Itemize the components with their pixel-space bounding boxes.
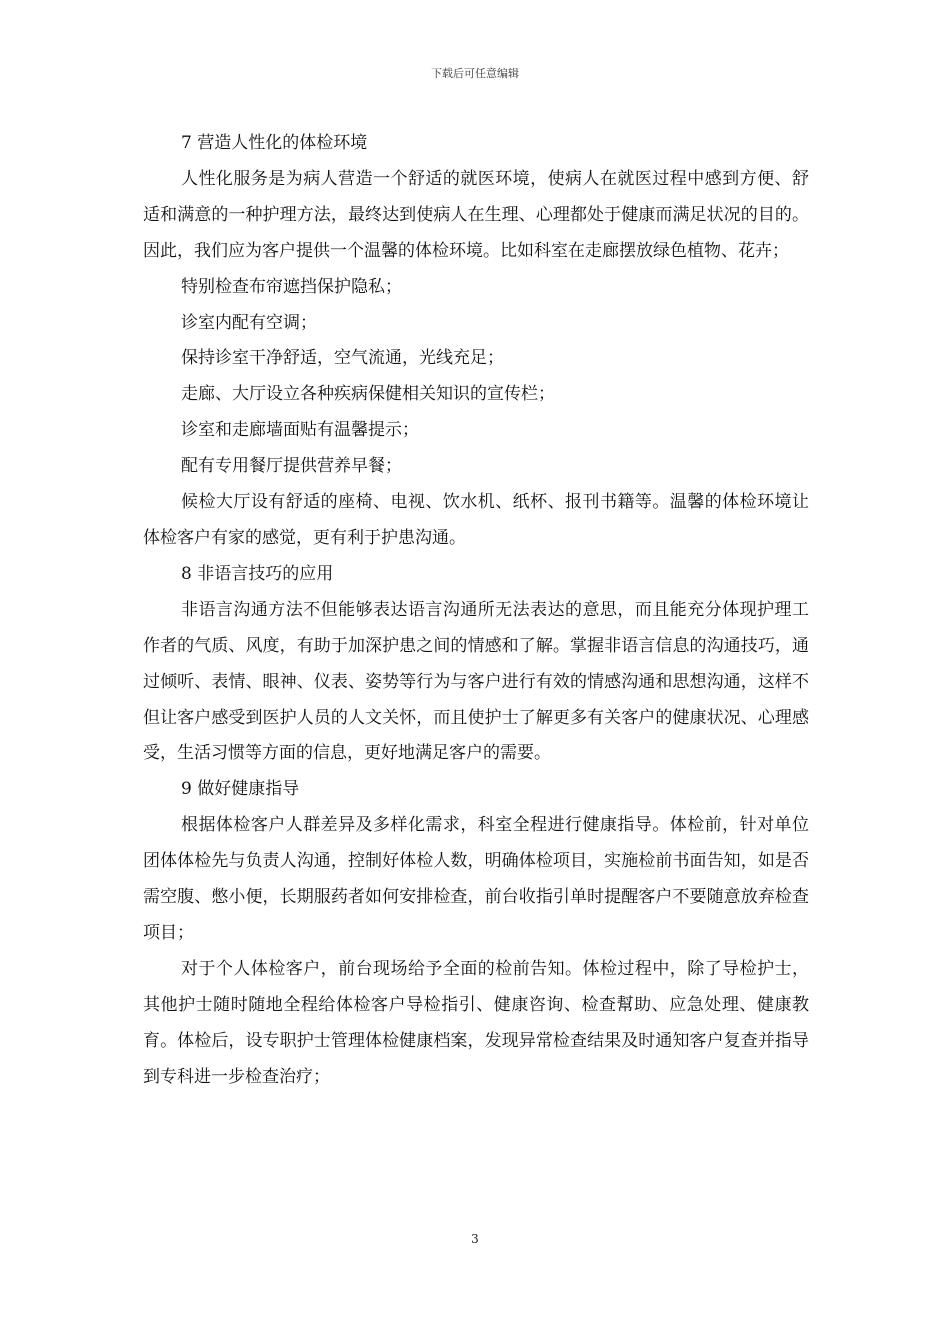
section-8-heading: 8 非语言技巧的应用 bbox=[181, 563, 334, 584]
section-7-intro-paragraph: 人性化服务是为病人营造一个舒适的就医环境，使病人在就医过程中感到方便、舒适和满意的一种护理方法，最终达到使病人在生理、心理都处于健康而满足状况的目的。因此，我们应为客户提供一个温馨的体检环境。比如科室在走廊摆放绿色植物、花卉； bbox=[143, 168, 809, 261]
document-body bbox=[143, 126, 809, 1095]
page-number: 3 bbox=[471, 1232, 479, 1246]
section-7-item: 保持诊室干净舒适，空气流通，光线充足； bbox=[181, 348, 504, 369]
section-9-paragraph-1: 根据体检客户人群差异及多样化需求，科室全程进行健康指导。体检前，针对单位团体体检先与负责人沟通，控制好体检人数，明确体检项目，实施检前书面告知，如是否需空腹、憋小便，长期服药者如何安排检查，前台收指引单时提醒客户不要随意放弃检查项目； bbox=[143, 815, 809, 943]
section-7-item: 特别检查布帘遮挡保护隐私； bbox=[181, 276, 402, 297]
section-7-item: 诊室和走廊墙面贴有温馨提示； bbox=[181, 420, 419, 441]
section-7-item: 走廊、大厅设立各种疾病保健相关知识的宣传栏； bbox=[181, 384, 555, 405]
section-7-item: 配有专用餐厅提供营养早餐； bbox=[181, 456, 402, 477]
page-header: 下载后可任意编辑 bbox=[431, 67, 519, 80]
section-9-paragraph-2: 对于个人体检客户，前台现场给予全面的检前告知。体检过程中，除了导检护士，其他护士随时随地全程给体检客户导检指引、健康咨询、检查幫助、应急处理、健康教育。体检后，设专职护士管理体检健康档案，发现异常检查结果及时通知客户复查并指导到专科进一步检查治疗； bbox=[143, 958, 809, 1087]
section-9-heading: 9 做好健康指导 bbox=[181, 779, 300, 800]
section-7-heading: 7 营造人性化的体检环境 bbox=[181, 133, 368, 153]
section-7-closing-paragraph: 候检大厅设有舒适的座椅、电视、饮水机、纸杯、报刊书籍等。温馨的体检环境让体检客户有家的感觉，更有利于护患沟通。 bbox=[143, 492, 809, 548]
section-7-item: 诊室内配有空调； bbox=[181, 312, 317, 333]
section-8-paragraph: 非语言沟通方法不但能够表达语言沟通所无法表达的意思，而且能充分体现护理工作者的气质、风度，有助于加深护患之间的情感和了解。掌握非语言信息的沟通技巧，通过倾听、表情、眼神、仪表、姿势等行为与客户进行有效的情感沟通和思想沟通，这样不但让客户感受到医护人员的人文关怀，而且使护士了解更多有关客户的健康状况、心理感受，生活习惯等方面的信息，更好地满足客户的需要。 bbox=[143, 599, 809, 764]
